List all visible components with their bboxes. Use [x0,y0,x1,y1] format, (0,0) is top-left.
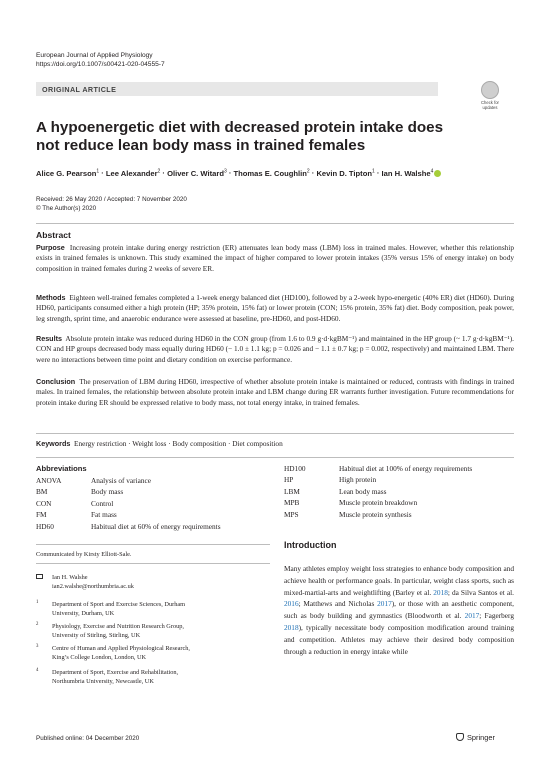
abbreviation-item: MPS Muscle protein synthesis [284,509,412,519]
affiliation: 2 Physiology, Exercise and Nutrition Research Group, University of Stirling, Stirling, UK [36,622,184,639]
citation-link[interactable]: 2017 [464,611,480,621]
orcid-icon[interactable] [434,170,441,177]
abbreviation-item: HD60 Habitual diet at 60% of energy requirements [36,521,221,531]
abstract-purpose: Purpose Increasing protein intake during energy restriction (ER) attenuates lean body mass (LBM) loss in trained males. However, whether this relationship exists in trained females is unknown. This study examined the impact of higher compared to lower protein intakes (35% versus 15% of energy intake) on body composition in trained females during 2 weeks of severe ER. [36,243,514,273]
communicated-by: Communicated by Kirsty Elliott-Sale. [36,551,132,558]
publisher-logo: Springer [456,733,495,742]
check-for-updates-badge[interactable] [478,81,502,111]
affiliation: 3 Centre of Human and Applied Physiological Research, King’s College London, London, UK [36,644,190,661]
abbreviation-item: ANOVA Analysis of variance [36,476,151,485]
journal-header [36,51,165,69]
published-online: Published online: 04 December 2020 [36,735,140,742]
doi-link[interactable]: https://doi.org/10.1007/s00421-020-04555-7 [36,61,165,68]
article-title: A hypoenergetic diet with decreased protein intake does not reduce lean body mass in trained females [36,119,444,154]
author[interactable]: Kevin D. Tipton$^1$ [316,168,375,178]
abbreviation-item: MPB Muscle protein breakdown [284,498,418,508]
citation-link[interactable]: 2018 [433,587,448,597]
abstract-results: Results Absolute protein intake was reduced during HD60 in the CON group (from 1.6 to 0.9 g·d·kgBM⁻¹) and maintained in the HP group (~ 1.7 g·d·kgBM⁻¹). CON and HP groups decreased body mass equally during HD60 (− 1.0 ± 1.1 kg; p = 0.026 and − 1.1 ± 0.7 kg; p = 0.002, respectively) and maintained LBM. There were no interactions between time point and dietary condition on exercise performance. [36,334,514,364]
abbreviation-item: FM Fat mass [36,510,117,520]
affiliation: 1 Department of Sport and Exercise Sciences, Durham University, Durham, UK [36,600,186,617]
check-updates-label: Check for updates [481,100,499,110]
author[interactable]: Oliver C. Witard$^3$ [167,168,227,178]
received-accepted: Received: 26 May 2020 / Accepted: 7 November 2020 [36,196,187,203]
author-list: Alice G. Pearson$^1$ · Lee Alexander$^2$ · Oliver C. Witard$^3$ · Thomas E. Coughlin$^2$ · Kevin D. Tipton$^1$ · Ian H. Walshe$^4$ [36,168,516,178]
introduction-heading: Introduction [284,540,337,550]
abbreviation-item: HP High protein [284,475,377,485]
introduction-text: Many athletes employ weight loss strategies to enhance body composition and achieve health or performance goals. In particular, weight class sports, such as mixed-martial-arts and weightlifting (Barley et al. 2018; da Silva Santos et al. 2016; Matthews and Nicholas 2017), or those with an aesthetic component, such as body building and gymnastics (Bloodworth et al. 2017; Fagerberg 2018), typically necessitate body composition modification around training and competition. Athletes may achieve their desired body composition through a reduction in energy intake while [284,564,514,656]
article-dates [36,195,187,213]
affiliation: 4 Department of Sport, Exercise and Rehabilitation, Northumbria University, Newcastle, UK [36,668,179,685]
article-type-label: ORIGINAL ARTICLE [42,85,117,94]
corresponding-email[interactable]: ian2.walshe@northumbria.ac.uk [52,583,134,590]
journal-name: European Journal of Applied Physiology [36,52,153,59]
divider [36,563,270,564]
keywords: Keywords Energy restriction · Weight loss · Body composition · Diet composition [36,439,283,448]
author[interactable]: Lee Alexander$^2$ [105,168,161,178]
abbreviations-heading: Abbreviations [36,464,87,473]
abstract-methods: Methods Eighteen well-trained females completed a 1-week energy balanced diet (HD100), followed by a 2-week hypo-energetic (40% ER) diet (HD60). During HD60, participants consumed either a high protein (HP; 35% protein, 15% fat) or lower protein (CON; 15% protein, 35% fat) diet. Body composition, peak power, leg strength, sprint time, and anaerobic endurance were assessed at baseline, pre-HD60, and post-HD60. [36,293,514,323]
divider [36,223,514,224]
abbreviation-item: BM Body mass [36,487,124,497]
article-type-banner [36,82,438,96]
abbreviation-item: LBM Lean body mass [284,486,387,496]
abstract-heading: Abstract [36,230,71,240]
check-updates-icon [481,81,499,99]
author[interactable]: Alice G. Pearson$^1$ [36,168,100,178]
abbreviations-left [36,475,221,532]
corresponding-name: Ian H. Walshe [52,574,88,581]
springer-horse-icon [456,733,464,741]
citation-link[interactable]: 2017 [377,599,392,609]
author[interactable]: Thomas E. Coughlin$^2$ [233,168,310,178]
divider [36,457,514,458]
citation-link[interactable]: 2016 [284,599,299,609]
abbreviation-item: CON Control [36,498,114,508]
abbreviations-right [284,463,472,520]
copyright: © The Author(s) 2020 [36,205,97,212]
divider [36,433,514,434]
abbreviation-item: HD100 Habitual diet at 100% of energy requirements [284,464,473,473]
divider [36,544,270,545]
envelope-icon [36,574,43,579]
citation-link[interactable]: 2018 [284,622,299,632]
corresponding-author [36,573,134,591]
abstract-conclusion: Conclusion The preservation of LBM during HD60, irrespective of whether absolute protein intake is maintained or reduced, contrasts with findings in trained males. In trained females, the relationship between absolute protein intake and LBM change during ER warrants further investigation. Future recommendations for protein intake during ER should be expressed relative to body mass, not total energy intake, in trained females. [36,377,514,407]
author[interactable]: Ian H. Walshe$^4$ [381,168,434,178]
